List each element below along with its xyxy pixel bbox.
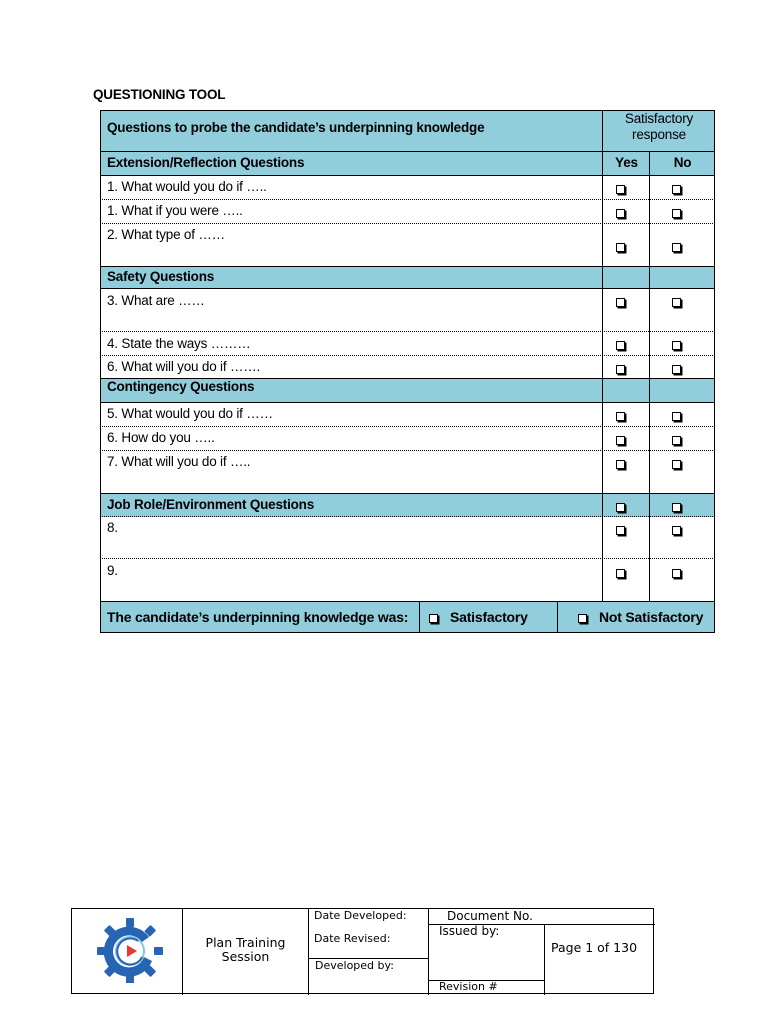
section-row-extension xyxy=(100,152,715,176)
document-footer xyxy=(71,908,654,994)
no-checkbox[interactable] xyxy=(672,460,681,469)
yes-header: Yes xyxy=(615,155,638,170)
no-checkbox[interactable] xyxy=(672,569,681,578)
question-row xyxy=(100,176,715,200)
question-row xyxy=(100,200,715,224)
question-row xyxy=(100,451,715,494)
question-text: 6. What will you do if ……. xyxy=(107,359,261,374)
satisfactory-checkbox[interactable] xyxy=(429,614,438,623)
section-title-extension: Extension/Reflection Questions xyxy=(107,155,305,170)
question-row xyxy=(100,403,715,427)
gear-logo-icon xyxy=(96,913,164,983)
document-title: QUESTIONING TOOL xyxy=(93,87,226,102)
question-text: 7. What will you do if ….. xyxy=(107,454,251,469)
yes-checkbox[interactable] xyxy=(616,209,625,218)
date-revised-label: Date Revised: xyxy=(314,932,391,945)
section-row-jobrole xyxy=(100,494,715,517)
question-text: 6. How do you ….. xyxy=(107,430,215,445)
yes-checkbox[interactable] xyxy=(616,436,625,445)
module-title: Plan Training Session xyxy=(205,935,286,964)
question-text: 9. xyxy=(107,563,118,578)
question-row xyxy=(100,559,715,602)
result-label: The candidate’s underpinning knowledge was: xyxy=(107,609,409,625)
page-number: Page 1 of 130 xyxy=(551,940,638,955)
document-number-label: Document No. xyxy=(447,909,533,923)
yes-checkbox[interactable] xyxy=(616,365,625,374)
logo xyxy=(96,913,164,983)
section-title-safety: Safety Questions xyxy=(107,269,215,284)
question-row xyxy=(100,289,715,332)
question-text: 4. State the ways ……… xyxy=(107,336,251,351)
satisfactory-option-label: Satisfactory xyxy=(450,609,528,625)
questions-header: Questions to probe the candidate’s underpinning knowledge xyxy=(107,120,485,135)
no-checkbox[interactable] xyxy=(672,243,681,252)
satisfactory-header-line2: response xyxy=(632,127,686,142)
column-divider xyxy=(602,110,603,602)
question-row xyxy=(100,427,715,451)
not-satisfactory-option-label: Not Satisfactory xyxy=(599,609,704,625)
no-checkbox[interactable] xyxy=(672,298,681,307)
yes-checkbox[interactable] xyxy=(616,526,625,535)
not-satisfactory-checkbox[interactable] xyxy=(578,614,587,623)
question-text: 8. xyxy=(107,520,118,535)
issued-by-label: Issued by: xyxy=(439,924,500,938)
yes-checkbox[interactable] xyxy=(616,503,625,512)
section-row-contingency xyxy=(100,379,715,403)
no-header: No xyxy=(673,155,692,170)
yes-checkbox[interactable] xyxy=(616,185,625,194)
yes-checkbox[interactable] xyxy=(616,243,625,252)
no-checkbox[interactable] xyxy=(672,365,681,374)
question-row xyxy=(100,332,715,356)
yes-checkbox[interactable] xyxy=(616,298,625,307)
column-divider xyxy=(557,602,558,633)
yes-checkbox[interactable] xyxy=(616,460,625,469)
no-checkbox[interactable] xyxy=(672,503,681,512)
question-text: 1. What if you were ….. xyxy=(107,203,243,218)
yes-checkbox[interactable] xyxy=(616,412,625,421)
yes-checkbox[interactable] xyxy=(616,341,625,350)
no-checkbox[interactable] xyxy=(672,341,681,350)
no-checkbox[interactable] xyxy=(672,436,681,445)
question-text: 2. What type of …… xyxy=(107,227,225,242)
question-text: 5. What would you do if …… xyxy=(107,406,273,421)
no-checkbox[interactable] xyxy=(672,526,681,535)
result-row xyxy=(100,602,715,633)
table-header-row xyxy=(100,110,715,152)
question-text: 1. What would you do if ….. xyxy=(107,179,267,194)
section-title-contingency: Contingency Questions xyxy=(107,379,255,394)
yes-checkbox[interactable] xyxy=(616,569,625,578)
revision-label: Revision # xyxy=(439,980,498,993)
satisfactory-header-line1: Satisfactory xyxy=(624,111,694,126)
no-checkbox[interactable] xyxy=(672,185,681,194)
no-checkbox[interactable] xyxy=(672,209,681,218)
satisfactory-response-header xyxy=(603,111,715,143)
column-divider xyxy=(649,152,650,602)
question-row xyxy=(100,517,715,559)
question-row xyxy=(100,356,715,379)
date-developed-label: Date Developed: xyxy=(314,909,407,922)
question-text: 3. What are …… xyxy=(107,293,205,308)
column-divider xyxy=(419,602,420,633)
section-row-safety xyxy=(100,267,715,289)
section-title-jobrole: Job Role/Environment Questions xyxy=(107,497,315,512)
developed-by-label: Developed by: xyxy=(315,959,394,972)
no-checkbox[interactable] xyxy=(672,412,681,421)
question-row xyxy=(100,224,715,267)
